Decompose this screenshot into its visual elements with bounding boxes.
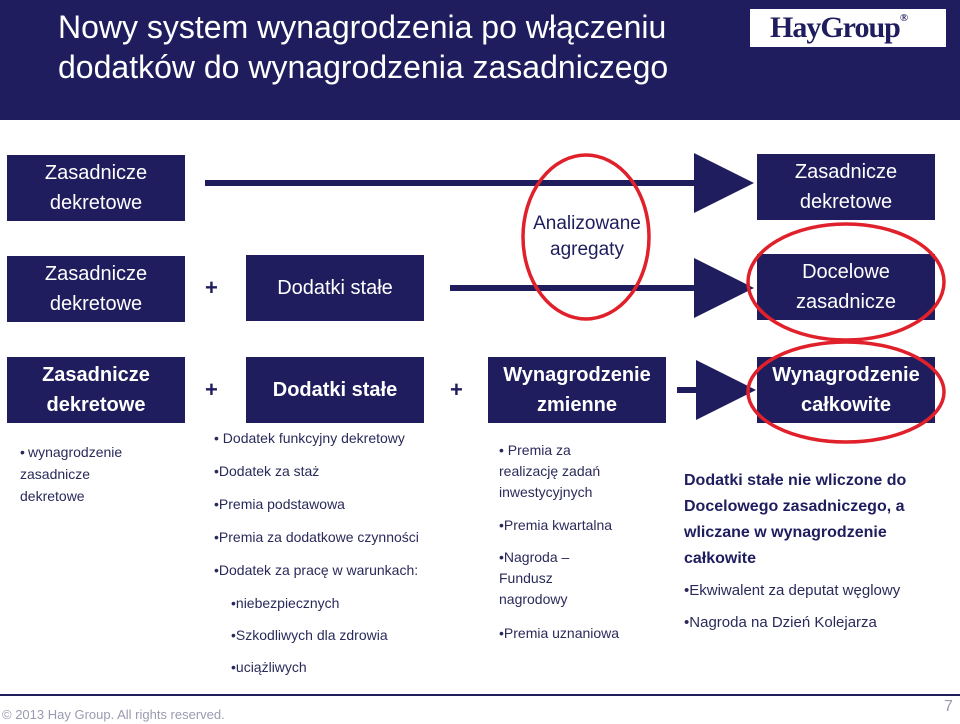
col3-item1-line2: realizację zadań	[499, 463, 601, 479]
row1-left-line2: dekretowe	[49, 192, 143, 214]
slide-title-line2: dodatków do wynagrodzenia zasadniczego	[58, 49, 669, 85]
highlight-ellipse-aggregates	[523, 155, 649, 319]
col2-item3: Premia podstawowa	[218, 496, 345, 512]
list-item	[231, 627, 388, 643]
bullet-icon: •	[214, 529, 219, 545]
col4-heading-line2: Docelowego zasadniczego, a	[684, 498, 905, 515]
row3-box4-line1: Wynagrodzenie	[772, 364, 920, 386]
page-number: 7	[944, 698, 953, 715]
list-item	[214, 463, 319, 479]
col1-line3: dekretowe	[20, 488, 85, 504]
list-item	[499, 547, 569, 610]
row2-plus: +	[205, 275, 218, 300]
bullet-icon: •	[214, 463, 219, 479]
slide-title-line1: Nowy system wynagrodzenia po włączeniu	[58, 9, 667, 45]
col3-item2: Premia kwartalna	[503, 517, 613, 533]
bullet-icon: •	[231, 627, 236, 643]
col4-heading-line4: całkowite	[684, 550, 757, 567]
row3-plus1: +	[205, 377, 218, 402]
list-item	[231, 595, 339, 611]
highlight-ellipse-target-base	[748, 224, 944, 340]
logo-text: HayGroup	[770, 11, 900, 44]
list-item	[20, 485, 180, 507]
col2-sub1: niebezpiecznych	[235, 595, 340, 611]
list-item	[499, 440, 600, 503]
col2-sub3: uciążliwych	[235, 659, 307, 675]
row2-left-line1: Zasadnicze	[44, 263, 148, 285]
list-item	[20, 441, 180, 463]
bullet-icon: •	[684, 582, 690, 599]
footer-divider	[0, 694, 960, 696]
col4-item1: Ekwiwalent za deputat węglowy	[689, 582, 901, 599]
col4-heading-line1: Dodatki stałe nie wliczone do	[684, 472, 907, 489]
bullet-icon: •	[499, 625, 504, 641]
list-item	[684, 614, 877, 631]
row3-box1-line2: dekretowe	[46, 394, 146, 416]
row1-left-line1: Zasadnicze	[44, 162, 148, 184]
row3-box3-line2: zmienne	[536, 394, 618, 416]
row3-box2-label: Dodatki stałe	[272, 379, 398, 401]
col1-line1: wynagrodzenie	[28, 444, 123, 460]
bullet-icon: •	[499, 549, 504, 565]
list-item	[684, 582, 900, 599]
list-item	[499, 623, 619, 644]
list-item	[499, 515, 612, 536]
bullet-icon: •	[231, 595, 236, 611]
bullet-icon: •	[214, 496, 219, 512]
row2-right-line2: zasadnicze	[795, 291, 897, 313]
copyright-footer: © 2013 Hay Group. All rights reserved.	[2, 707, 225, 722]
row3-plus2: +	[450, 377, 463, 402]
col1-list	[20, 441, 180, 507]
list-item	[20, 463, 180, 485]
bullet-icon: •	[499, 517, 504, 533]
col4-item2: Nagroda na Dzień Kolejarza	[689, 614, 877, 631]
col3-item3-line2: Fundusz	[499, 570, 553, 586]
list-item	[231, 659, 307, 675]
row3-box4-line2: całkowite	[800, 394, 892, 416]
list-item	[214, 562, 418, 578]
col2-item4: Premia za dodatkowe czynności	[218, 529, 419, 545]
col2-item1: Dodatek funkcyjny dekretowy	[222, 430, 405, 446]
col2-item5: Dodatek za pracę w warunkach:	[218, 562, 419, 578]
bullet-icon: •	[214, 430, 223, 446]
row2-middle-label: Dodatki stałe	[277, 277, 393, 299]
col3-item3-line1: Nagroda –	[503, 549, 570, 565]
col4-heading-line3: wliczane w wynagrodzenie	[684, 524, 887, 541]
col3-item4: Premia uznaniowa	[503, 625, 620, 641]
list-item	[214, 430, 405, 446]
highlight-ellipse-total	[748, 342, 944, 442]
logo-registered-mark: ®	[899, 12, 908, 24]
list-item	[214, 496, 345, 512]
col3-item3-line3: nagrodowy	[499, 591, 568, 607]
row1-right-line2: dekretowe	[799, 191, 893, 213]
bullet-icon: •	[231, 659, 236, 675]
bullet-icon: •	[214, 562, 219, 578]
bullet-icon: •	[684, 614, 690, 631]
bullet-icon: •	[20, 444, 25, 460]
row3-box3-line1: Wynagrodzenie	[503, 364, 651, 386]
col2-item2: Dodatek za staż	[218, 463, 320, 479]
row1-right-line1: Zasadnicze	[794, 161, 898, 183]
col1-line2: zasadnicze	[20, 466, 91, 482]
col4-heading	[684, 468, 959, 572]
row2-left-line2: dekretowe	[49, 293, 143, 315]
row3-box1-line1: Zasadnicze	[42, 364, 150, 386]
agg-line2: agregaty	[550, 239, 624, 260]
row2-right-line1: Docelowe	[802, 261, 890, 283]
list-item	[214, 529, 419, 545]
bullet-icon: •	[499, 442, 508, 458]
col3-item1-line3: inwestycyjnych	[499, 484, 593, 500]
agg-line1: Analizowane	[533, 213, 641, 234]
col3-item1-line1: Premia za	[507, 442, 571, 458]
col2-sub2: Szkodliwych dla zdrowia	[235, 627, 388, 643]
